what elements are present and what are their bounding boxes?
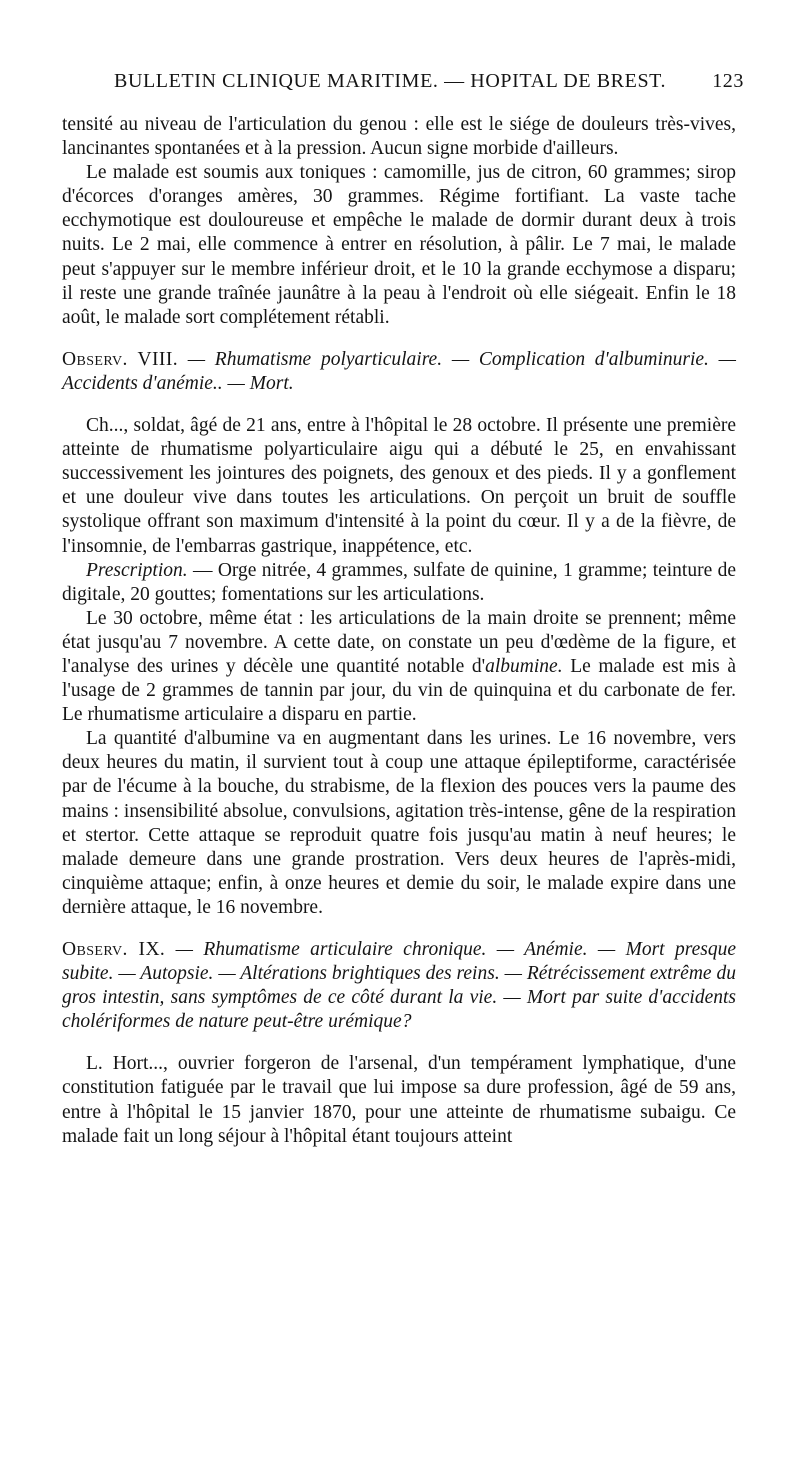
paragraph: L. Hort..., ouvrier forgeron de l'arsenal, d'un tempérament lymphatique, d'une constitution fatiguée par le travail que lui impose sa dure profession, âgé de 59 ans, entre à l'hôpital le 15 janvier 1870, pour une atteinte de rhumatisme subaigu. Ce malade fait un long séjour à l'hôpital étant toujours atteint <box>62 1053 736 1147</box>
running-header <box>114 70 744 100</box>
paragraph <box>62 559 736 607</box>
observation-label: Observ. VIII. <box>62 348 178 370</box>
prescription-text: — Orge nitrée, 4 grammes, sulfate de quinine, 1 gramme; teinture de digitale, 20 gouttes; fomentations sur les articulations. <box>62 559 736 605</box>
paragraph: La quantité d'albumine va en augmentant dans les urines. Le 16 novembre, vers deux heures du matin, il survient tout à coup une attaque épileptiforme, caractérisée par de l'écume à la bouche, du strabisme, de la flexion des pouces vers la paume des mains : insensibilité absolue, convulsions, agitation très-intense, gêne de la respiration et stertor. Cette attaque se reproduit quatre fois jusqu'au matin à neuf heures; le malade demeure dans une grande prostration. Vers deux heures de l'après-midi, cinquième attaque; enfin, à onze heures et demie du soir, le malade expire dans une dernière attaque, le 16 novembre. <box>62 728 736 918</box>
observation-heading <box>62 348 736 396</box>
paragraph: Le malade est soumis aux toniques : camomille, jus de citron, 60 grammes; sirop d'écorces d'oranges amères, 30 grammes. Régime fortifiant. La vaste tache ecchymotique est douloureuse et empêche le malade de dormir durant deux à trois nuits. Le 2 mai, elle commence à entrer en résolution, à pâlir. Le 7 mai, le malade peut s'appuyer sur le membre inférieur droit, et le 10 la grande ecchymose a disparu; il reste une grande traînée jaunâtre à la peau à l'endroit où elle siégeait. Enfin le 18 août, le malade sort complétement rétabli. <box>62 162 736 328</box>
observation-title: — Rhumatisme polyarticulaire. — Complication d'albuminurie. — Accidents d'anémie.. — Mort. <box>62 348 737 394</box>
paragraph: tensité au niveau de l'articulation du genou : elle est le siége de douleurs très-vives, lancinantes spontanées et à la pression. Aucun signe morbide d'ailleurs. <box>62 114 736 160</box>
observation-title: — Rhumatisme articulaire chronique. — Anémie. — Mort presque subite. — Autopsie. — Altérations brightiques des reins. — Rétrécissement extrême du gros intestin, sans symptômes de ce côté durant la vie. — Mort par suite d'accidents cholériformes de nature peut-être urémique? <box>62 939 736 1033</box>
page-body <box>62 113 736 1149</box>
paragraph-part: Le malade est mis à l'usage de 2 grammes de tannin par jour, du vin de quinquina et du carbonate de fer. Le rhumatisme articulaire a disparu en partie. <box>62 655 737 726</box>
observation-heading <box>62 938 736 1034</box>
prescription-label: Prescription. <box>86 559 188 581</box>
running-title: BULLETIN CLINIQUE MARITIME. — HOPITAL DE BREST. <box>114 70 667 92</box>
page-number: 123 <box>712 70 744 92</box>
observation-label: Observ. IX. <box>62 939 166 960</box>
paragraph <box>62 607 736 727</box>
paragraph-part: Le 30 octobre, même état : les articulations de la main droite se prennent; même état jusqu'au 7 novembre. A cette date, on constate un peu d'œdème de la figure, et l'analyse des urines y décèle une quantité notable d' <box>62 607 736 677</box>
italic-term: albumine. <box>485 655 563 677</box>
paragraph: Ch..., soldat, âgé de 21 ans, entre à l'hôpital le 28 octobre. Il présente une première atteinte de rhumatisme polyarticulaire aigu qui a débuté le 25, en envahissant successivement les jointures des poignets, des genoux et des pieds. Il y a gonflement et une douleur vive dans toutes les articulations. On perçoit un bruit de souffle systolique offrant son maximum d'intensité à la point du cœur. Il y a de la fièvre, de l'insomnie, de l'embarras gastrique, inappétence, etc. <box>62 415 736 557</box>
